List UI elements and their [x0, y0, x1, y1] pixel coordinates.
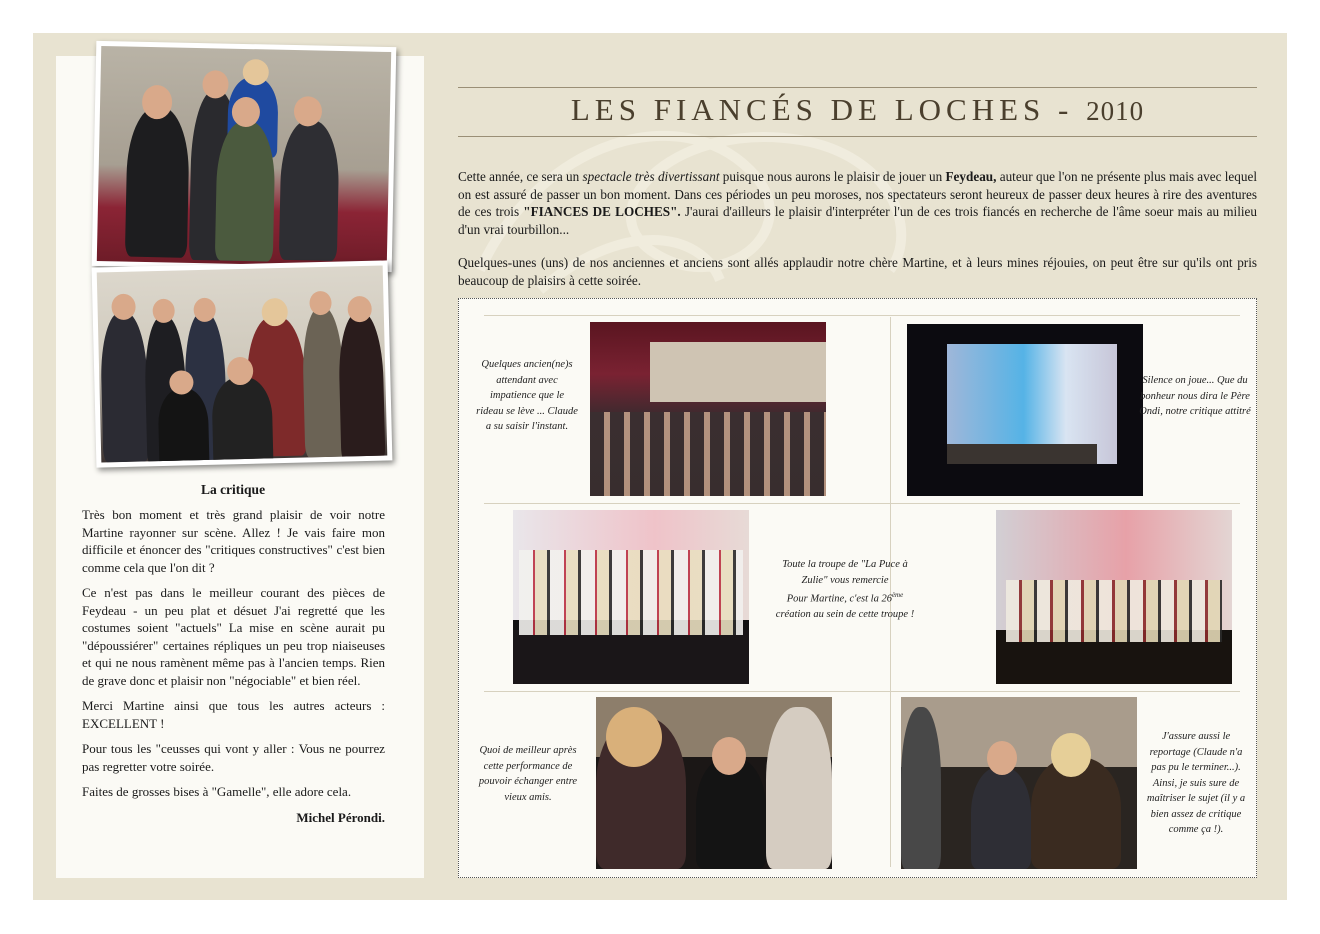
caption-reporter: J'assure aussi le reportage (Claude n'a pas pu le terminer...). Ainsi, je suis sure de maîtriser le sujet (il y a bien assez de critique comme ça !). [1146, 731, 1246, 835]
critique-paragraph: Très bon moment et très grand plaisir de voir notre Martine rayonner sur scène. Allez ! Je vais faire mon difficile et énoncer des "critiques constructives" c'est bien comme cela que l'on dit ? [82, 507, 385, 575]
caption-troupe-line1: Toute la troupe de "La Puce à Zulie" vous remercie [782, 559, 908, 586]
caption-troupe-line2: Pour Martine, c'est la 26 [786, 593, 892, 605]
caption-silence: Silence on joue... Que du bonheur nous dira le Père Ondi, notre critique attitré [1139, 375, 1251, 417]
title-rule-bottom [458, 136, 1257, 137]
caption-troupe-line3: création au sein de cette troupe ! [775, 609, 915, 620]
caption-troupe-sup: ème [891, 591, 904, 599]
critique-paragraph: Pour tous les "ceusses qui vont y aller : Vous ne pourrez pas regretter votre soirée. [82, 741, 385, 774]
caption-troupe [775, 557, 915, 623]
intro-text-run: auteur que l'on ne présente plus mais avec lequel on est assuré de passer un bon moment. Dans ces périodes un peu moroses, nos spectateurs seront heureux de passer deux heures à rire des aventures de ces trois [458, 169, 1257, 219]
intro-paragraph-1 [458, 168, 1257, 238]
photo-stage-scene [907, 324, 1143, 496]
group-photo-1 [92, 41, 397, 272]
critique-paragraph: Merci Martine ainsi que tous les autres acteurs : EXCELLENT ! [82, 698, 385, 731]
intro-text-run: J'aurai d'ailleurs le plaisir d'interpréter l'un de ces trois fiancés en recherche de l'âme soeur mais au milieu d'un vrai tourbillon... [458, 204, 1257, 237]
title-rule-top [458, 87, 1257, 88]
photo-gallery [458, 298, 1257, 878]
intro-strong: Feydeau, [945, 169, 997, 184]
page-title-year: 2010 [1086, 96, 1145, 126]
intro-strong: "FIANCES DE LOCHES". [523, 204, 681, 219]
photo-friends-chat [596, 697, 832, 869]
caption-friends: Quoi de meilleur après cette performance de pouvoir échanger entre vieux amis. [478, 745, 578, 803]
photo-reporter [901, 697, 1137, 869]
photo-curtain-call [996, 510, 1232, 684]
intro-text-run: puisque nous aurons le plaisir de jouer un [719, 169, 946, 184]
group-photo-2 [92, 260, 393, 467]
critique-text [82, 506, 385, 834]
page-title [458, 92, 1257, 128]
caption-audience: Quelques ancien(ne)s attendant avec impatience que le rideau se lève ... Claude a su saisir l'instant. [476, 359, 578, 432]
gallery-rule [484, 315, 1240, 316]
gallery-rule [484, 691, 1240, 692]
critique-paragraph: Ce n'est pas dans le meilleur courant des pièces de Feydeau - un peu plat et désuet J'ai regretté que les costumes soient "actuels" La mise en scène aurait pu "dépoussiérer" certaines répliques un peu trop niaiseuses et qui ne nous ramènent même pas à l'ancien temps. Rien de grave donc et plaisir non "négociable" et bien réel. [82, 585, 385, 688]
intro-paragraph-2: Quelques-unes (uns) de nos anciennes et anciens sont allés applaudir notre chère Martine, et à leurs mines réjouies, on peut être sur qu'ils ont pris beaucoup de plaisirs à cette soirée. [458, 255, 1257, 288]
photo-troupe-bow [513, 510, 749, 684]
critique-paragraph: Faites de grosses bises à "Gamelle", elle adore cela. [82, 784, 352, 799]
gallery-rule [484, 503, 1240, 504]
intro-text-run: Cette année, ce sera un [458, 169, 583, 184]
critique-title: La critique [200, 482, 266, 497]
photo-audience [590, 322, 826, 496]
page-title-main: LES FIANCÉS DE LOCHES - [570, 92, 1087, 127]
intro-text [458, 168, 1257, 305]
critique-signature: Michel Pérondi. [296, 809, 385, 825]
intro-emphasis: spectacle très divertissant [582, 169, 720, 184]
